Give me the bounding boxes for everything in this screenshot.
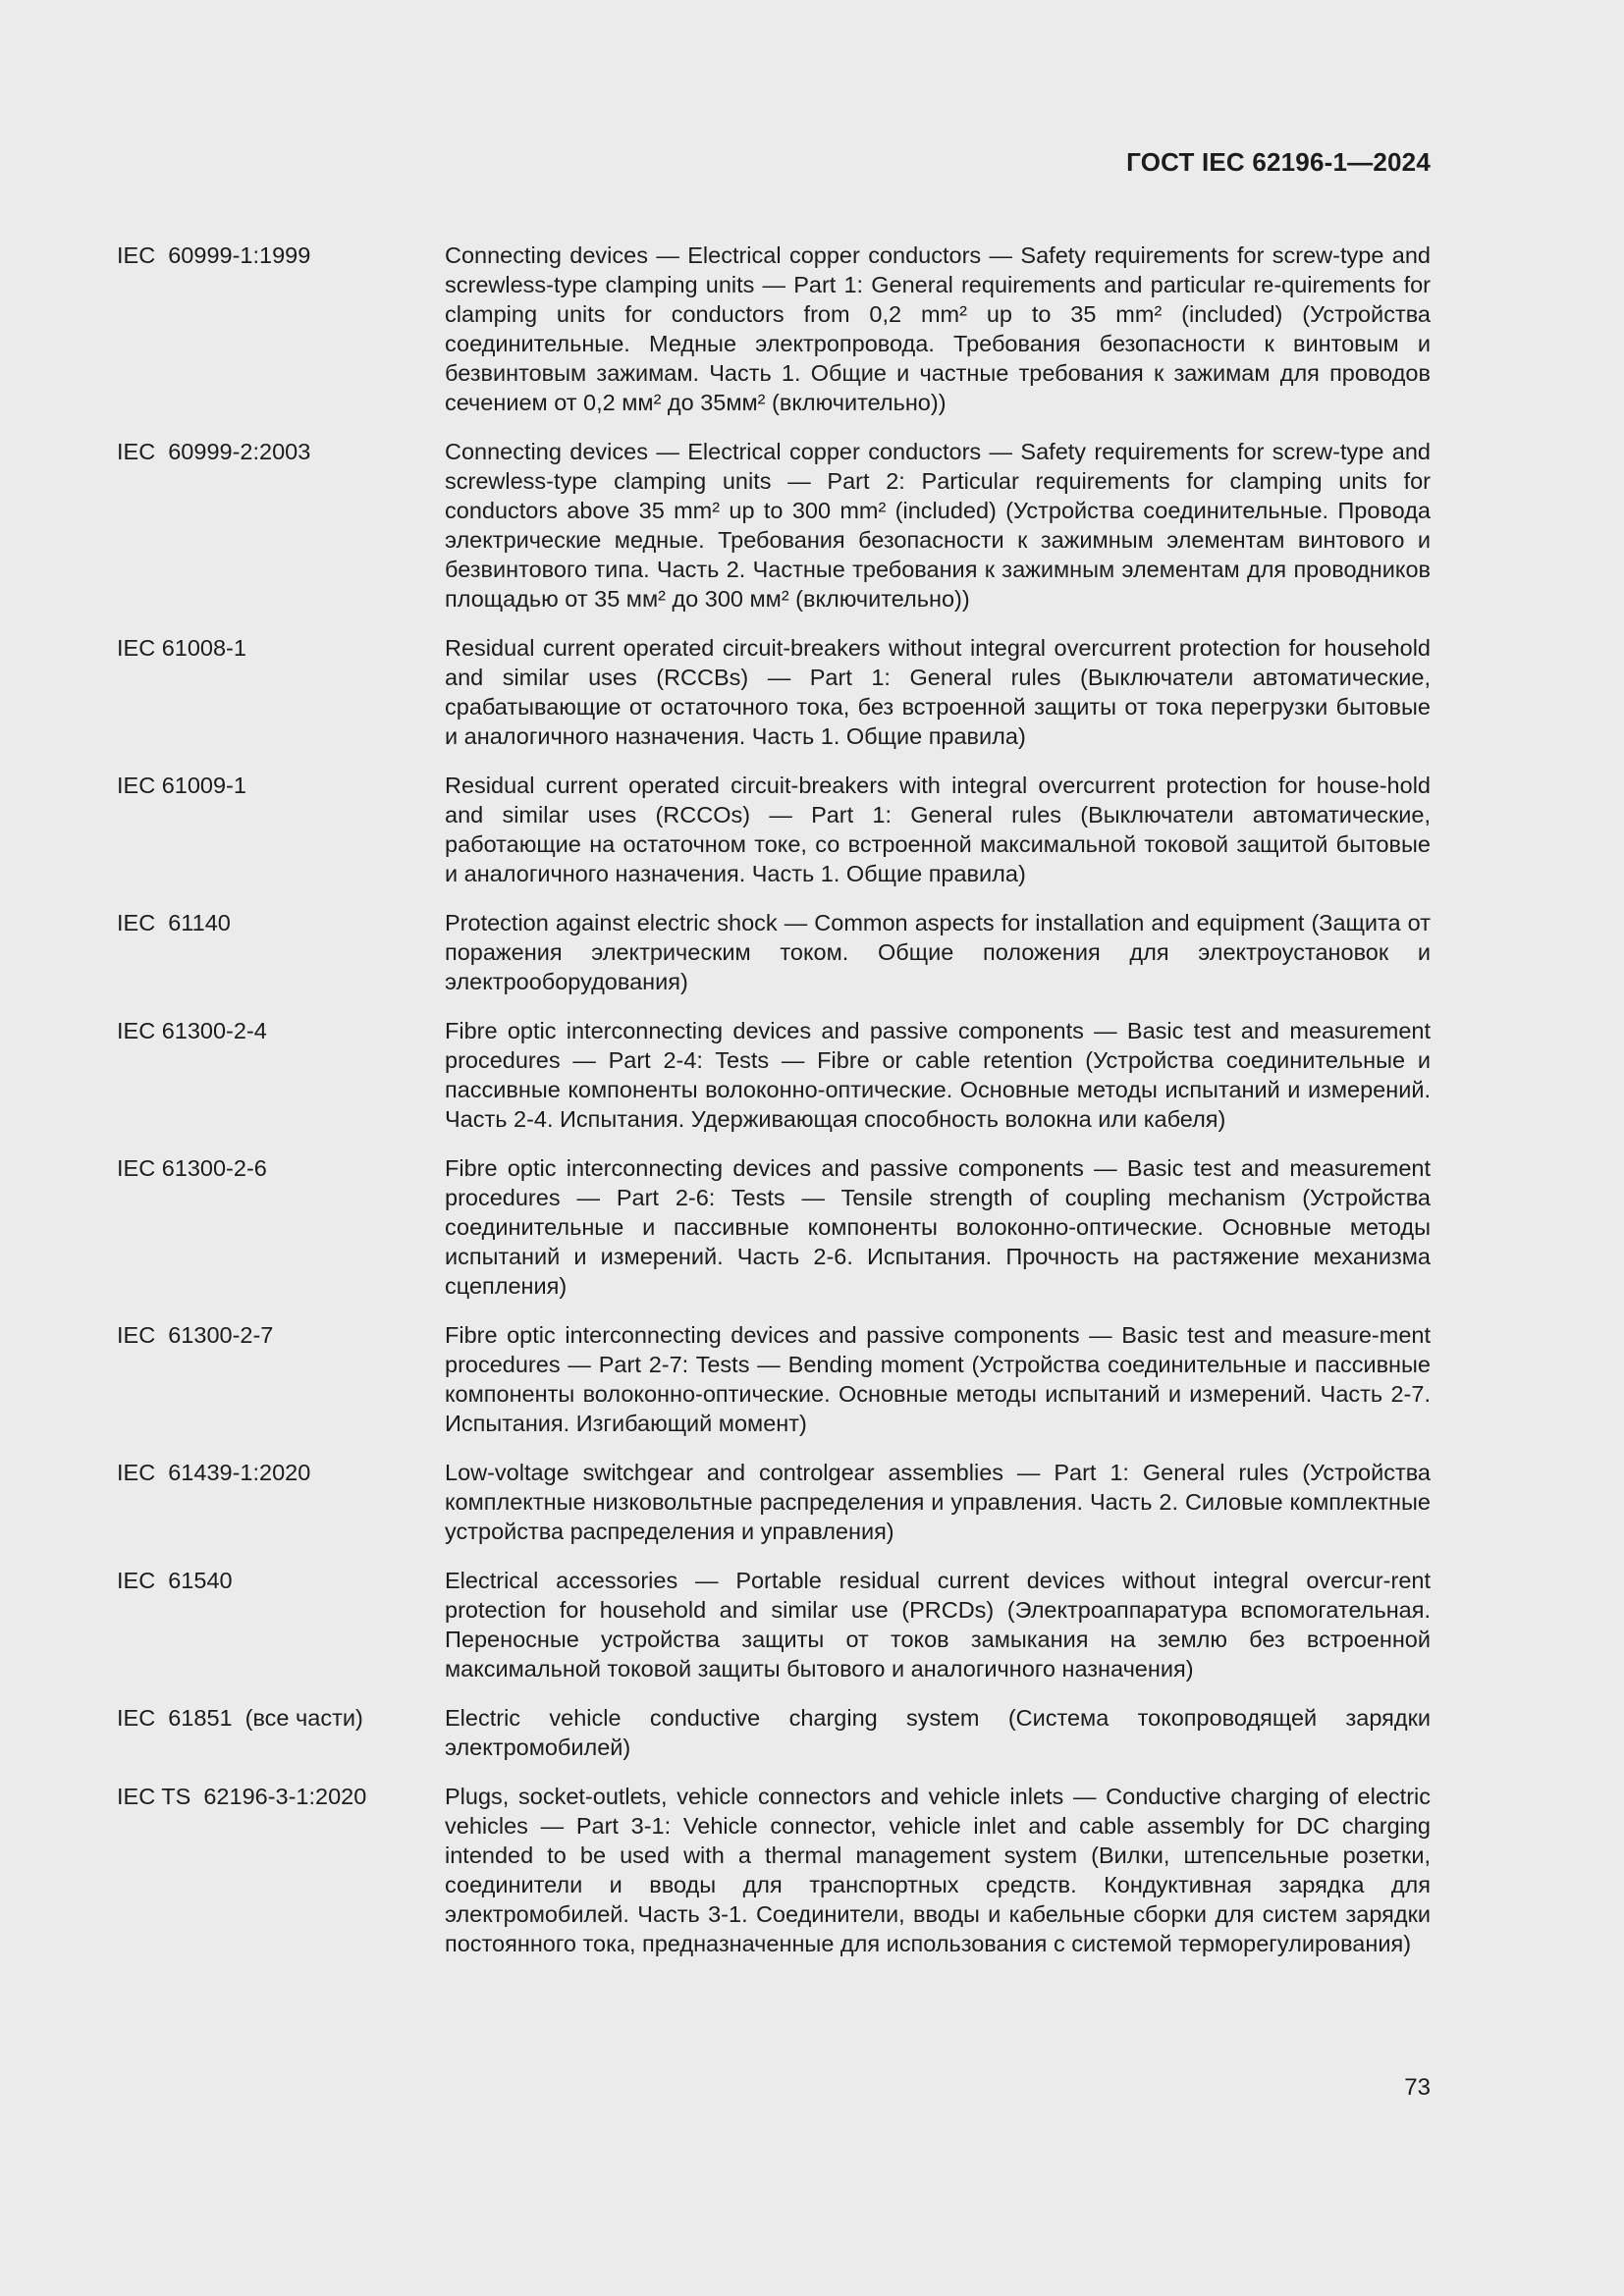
reference-code: IEC 61009-1 (117, 773, 246, 798)
page-number: 73 (1404, 2074, 1431, 2101)
reference-entry (117, 1782, 1431, 1958)
reference-entry (117, 1703, 1431, 1762)
normative-references-list (117, 240, 1431, 1978)
reference-entry (117, 633, 1431, 751)
reference-entry (117, 1566, 1431, 1683)
reference-title: Residual current operated circuit-breakers with integral overcurrent protection for house-hold and similar uses (RCCOs) — Part 1: General rules (Выключатели автоматические, работающие на остаточном токе, со встроенной максимальной токовой защитой бытовые и аналогичного назначения. Часть 1. Общие правила) (445, 773, 1431, 886)
reference-title: Connecting devices — Electrical copper conductors — Safety requirements for screw-type and screwless-type clamping units — Part 2: Particular requirements for clamping units for conductors above 35 mm² up to 300 mm² (included) (Устройства соединительные. Провода электрические медные. Требования безопасности к зажимным элементам винтового и безвинтового типа. Часть 2. Частные требования к зажимным элементам для проводников площадью от 35 мм² до 300 мм² (включительно)) (445, 439, 1431, 612)
reference-code: IEC 61140 (117, 910, 231, 935)
reference-title: Electrical accessories — Portable residual current devices without integral overcur-rent protection for household and similar use (PRCDs) (Электроаппаратура вспомогательная. Переносные устройства защиты от токов замыкания на землю без встроенной максимальной токовой защиты бытового и аналогичного назначения) (445, 1568, 1431, 1682)
document-header: ГОСТ IEC 62196-1—2024 (1126, 147, 1431, 177)
reference-code: IEC 61300-2-6 (117, 1155, 267, 1181)
reference-entry (117, 1016, 1431, 1134)
reference-code: IEC 61300-2-4 (117, 1018, 267, 1043)
reference-title: Low-voltage switchgear and controlgear assemblies — Part 1: General rules (Устройства комплектные низковольтные распределения и управления. Часть 2. Силовые комплектные устройства распределения и управления) (445, 1460, 1431, 1544)
reference-code: IEC 61008-1 (117, 635, 246, 661)
reference-title: Fibre optic interconnecting devices and passive components — Basic test and measurement procedures — Part 2-4: Tests — Fibre or cable retention (Устройства соединительные и пассивные компоненты волоконно-оптические. Основные методы испытаний и измерений. Часть 2-4. Испытания. Удерживающая способность волокна или кабеля) (445, 1018, 1431, 1132)
reference-title: Plugs, socket-outlets, vehicle connectors and vehicle inlets — Conductive charging of electric vehicles — Part 3-1: Vehicle connector, vehicle inlet and cable assembly for DC charging intended to be used with a thermal management system (Вилки, штепсельные розетки, соединители и вводы для транспортных средств. Кондуктивная зарядка для электромобилей. Часть 3-1. Соединители, вводы и кабельные сборки для систем зарядки постоянного тока, предназначенные для использования с системой терморегулирования) (445, 1784, 1431, 1956)
reference-entry (117, 437, 1431, 614)
reference-title: Electric vehicle conductive charging system (Система токопроводящей зарядки электромобилей) (445, 1705, 1431, 1760)
reference-code: IEC TS 62196-3-1:2020 (117, 1784, 367, 1809)
reference-title: Protection against electric shock — Common aspects for installation and equipment (Защита от поражения электрическим током. Общие положения для электроустановок и электрооборудования) (445, 910, 1431, 994)
reference-code: IEC 61300-2-7 (117, 1322, 274, 1348)
reference-entry (117, 1320, 1431, 1438)
reference-title: Fibre optic interconnecting devices and passive components — Basic test and measurement procedures — Part 2-6: Tests — Tensile strength of coupling mechanism (Устройства соединительные и пассивные компоненты волоконно-оптические. Основные методы испытаний и измерений. Часть 2-6. Испытания. Прочность на растяжение механизма сцепления) (445, 1155, 1431, 1299)
reference-entry (117, 240, 1431, 417)
reference-code: IEC 61439-1:2020 (117, 1460, 311, 1485)
reference-title: Residual current operated circuit-breakers without integral overcurrent protection for household and similar uses (RCCBs) — Part 1: General rules (Выключатели автоматические, срабатывающие от остаточного тока, без встроенной защиты от тока перегрузки бытовые и аналогичного назначения. Часть 1. Общие правила) (445, 635, 1431, 749)
reference-entry (117, 908, 1431, 996)
reference-code: IEC 60999-1:1999 (117, 242, 311, 268)
reference-entry (117, 771, 1431, 888)
reference-title: Connecting devices — Electrical copper conductors — Safety requirements for screw-type and screwless-type clamping units — Part 1: General requirements and particular re-quirements for clamping units for conductors from 0,2 mm² up to 35 mm² (included) (Устройства соединительные. Медные электропровода. Требования безопасности к винтовым и безвинтовым зажимам. Часть 1. Общие и частные требования к зажимам для проводов сечением от 0,2 мм² до 35мм² (включительно)) (445, 242, 1431, 415)
reference-entry (117, 1458, 1431, 1546)
reference-code: IEC 60999-2:2003 (117, 439, 311, 464)
reference-entry (117, 1153, 1431, 1301)
reference-code: IEC 61540 (117, 1568, 233, 1593)
reference-title: Fibre optic interconnecting devices and passive components — Basic test and measure-ment procedures — Part 2-7: Tests — Bending moment (Устройства соединительные и пассивные компоненты волоконно-оптические. Основные методы испытаний и измерений. Часть 2-7. Испытания. Изгибающий момент) (445, 1322, 1431, 1436)
reference-code: IEC 61851 (все части) (117, 1705, 363, 1731)
